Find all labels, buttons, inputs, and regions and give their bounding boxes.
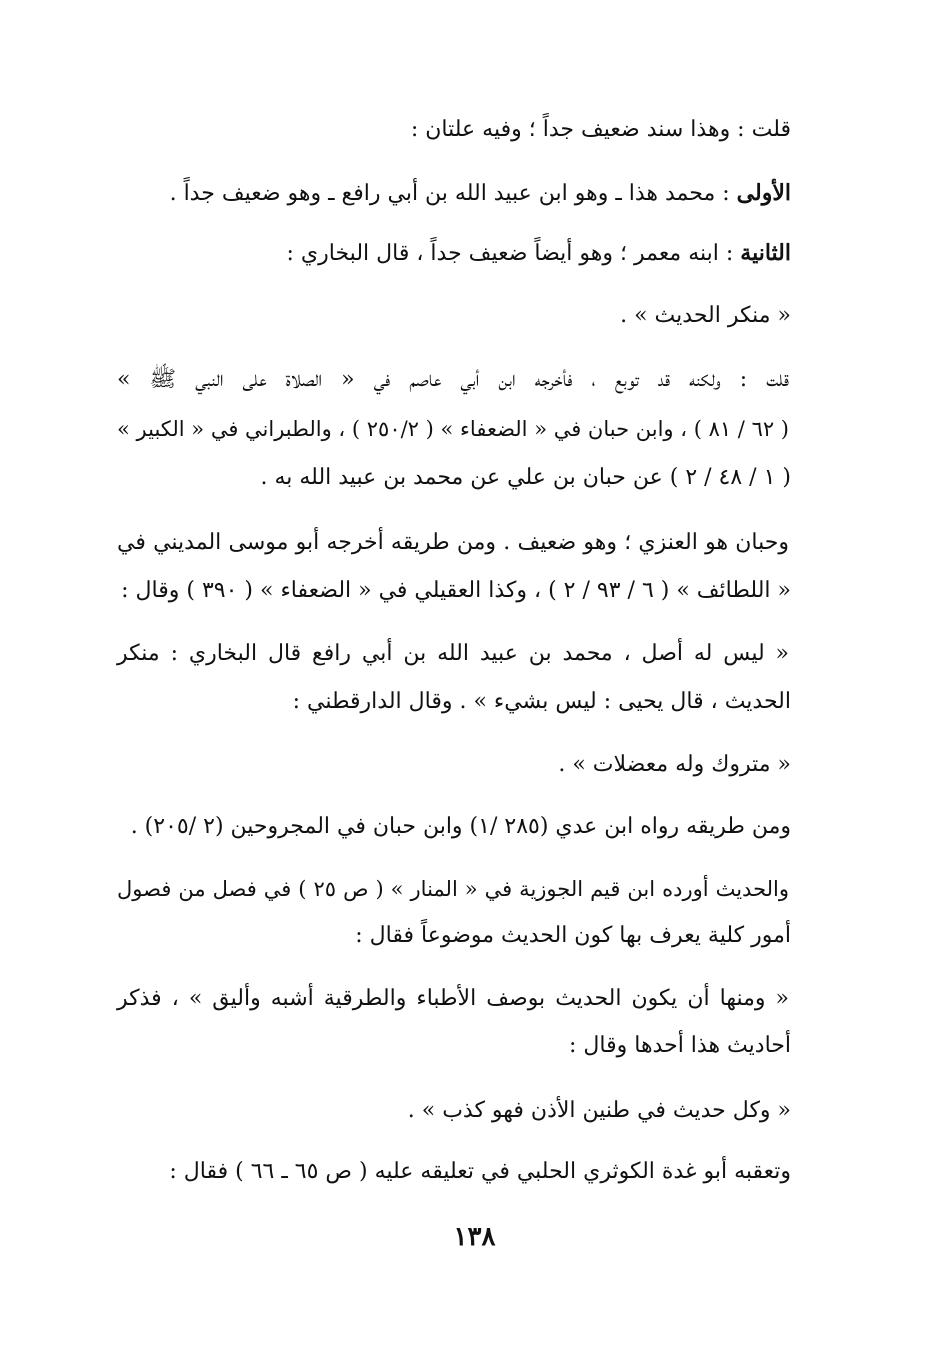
text-line-11: الحديث ، قال يحيى : ليس بشيء » . وقال الدارقطني :	[292, 689, 791, 714]
second-defect-label: الثانية	[740, 240, 791, 266]
text-line-2	[170, 178, 791, 209]
text-line-7: ( ١ / ٤٨ / ٢ ) عن حبان بن علي عن محمد بن عبيد الله به .	[260, 465, 791, 490]
text-line-4: « منكر الحديث » .	[620, 303, 791, 328]
text-line-12: « متروك وله معضلات » .	[558, 752, 791, 777]
text-line-14: والحديث أورده ابن قيم الجوزية في « المنار » ( ص ٢٥ ) في فصل من فصول	[117, 877, 789, 901]
text-line-13: ومن طريقه رواه ابن عدي (٢٨٥ /١) وابن حبان في المجروحين (٢ /٢٠٥) .	[130, 814, 791, 839]
first-defect-text: : محمد هذا ـ وهو ابن عبيد الله بن أبي رافع ـ وهو ضعيف جداً .	[169, 181, 737, 206]
text-line-6: ( ٦٢ / ٨١ ) ، وابن حبان في « الضعفاء » ( ٢٥٠/٢ ) ، والطبراني في « الكبير »	[117, 417, 789, 441]
text-line-8: وحبان هو العنزي ؛ وهو ضعيف . ومن طريقه أخرجه أبو موسى المديني في	[117, 530, 789, 555]
text-line-19: وتعقبه أبو غدة الكوثري الحلبي في تعليقه عليه ( ص ٦٥ ـ ٦٦ ) فقال :	[169, 1159, 791, 1184]
first-defect-label: الأولى	[736, 180, 791, 206]
text-line-16: « ومنها أن يكون الحديث بوصف الأطباء والطرقية أشبه وأليق » ، فذكر	[117, 986, 789, 1011]
text-line-18: « وكل حديث في طنين الأذن فهو كذب » .	[407, 1098, 791, 1123]
text-line-5: قلت : ولكنه قد توبع ، فأخرجه ابن أبي عاصم في « الصلاة على النبي ﷺ »	[117, 367, 789, 392]
text-line-3	[287, 238, 791, 269]
text-line-10: « ليس له أصل ، محمد بن عبيد الله بن أبي رافع قال البخاري : منكر	[117, 641, 789, 666]
second-defect-text: : ابنه معمر ؛ وهو أيضاً ضعيف جداً ، قال البخاري :	[286, 241, 741, 266]
page-number: ١٣٨	[453, 1222, 496, 1252]
text-line-15: أمور كلية يعرف بها كون الحديث موضوعاً فقال :	[355, 923, 791, 948]
text-line-9: « اللطائف » ( ٦ / ٩٣ / ٢ ) ، وكذا العقيلي في « الضعفاء » ( ٣٩٠ ) وقال :	[121, 578, 791, 603]
text-line-1: قلت : وهذا سند ضعيف جداً ؛ وفيه علتان :	[410, 117, 791, 142]
text-line-17: أحاديث هذا أحدها وقال :	[569, 1033, 791, 1058]
